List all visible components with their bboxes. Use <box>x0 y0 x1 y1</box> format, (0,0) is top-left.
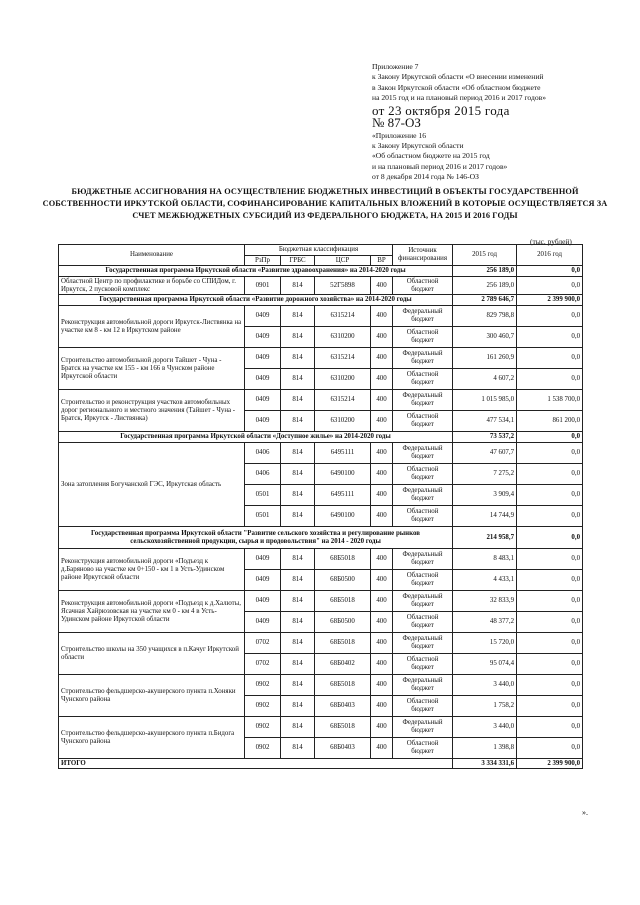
cell-2016: 0,0 <box>517 654 583 675</box>
col-header-2016: 2016 год <box>517 245 583 266</box>
cell-2015: 3 440,0 <box>453 675 517 696</box>
cell-2016: 0,0 <box>517 549 583 570</box>
cell-2016: 0,0 <box>517 696 583 717</box>
cell-rzpr: 0409 <box>245 570 281 591</box>
cell-csr: 68Б5018 <box>315 549 371 570</box>
cell-grbs: 814 <box>281 411 315 432</box>
table-row <box>59 633 583 654</box>
cell-grbs: 814 <box>281 633 315 654</box>
cell-csr: 68Б0500 <box>315 612 371 633</box>
cell-2016: 0,0 <box>517 277 583 295</box>
cell-2016: 0,0 <box>517 612 583 633</box>
header-line: Приложение 7 <box>372 62 419 71</box>
program-total-2016: 0,0 <box>517 432 583 443</box>
cell-source: Федеральный бюджет <box>393 591 453 612</box>
total-row <box>59 759 583 769</box>
law-number: № 87-ОЗ <box>372 114 421 130</box>
cell-source: Областной бюджет <box>393 612 453 633</box>
cell-grbs: 814 <box>281 675 315 696</box>
cell-2015: 48 377,2 <box>453 612 517 633</box>
object-name: Областной Центр по профилактике и борьбе со СПИДом, г. Иркутск, 2 пусковой комплекс <box>59 277 245 295</box>
cell-2016: 0,0 <box>517 327 583 348</box>
cell-rzpr: 0409 <box>245 549 281 570</box>
cell-2015: 1 758,2 <box>453 696 517 717</box>
cell-2016: 0,0 <box>517 464 583 485</box>
object-name: Строительство школы на 350 учащихся в п.Качуг Иркутской области <box>59 633 245 675</box>
cell-rzpr: 0902 <box>245 738 281 759</box>
cell-source: Федеральный бюджет <box>393 485 453 506</box>
cell-grbs: 814 <box>281 654 315 675</box>
cell-2016: 0,0 <box>517 717 583 738</box>
object-name: Реконструкция автомобильной дороги «Подъезд к д.Халюты, Ясачная Хайрюзовская на участке км 0 - км 4 в Усть-Удинском районе Иркутской области <box>59 591 245 633</box>
cell-vr: 400 <box>371 654 393 675</box>
cell-csr: 68Б5018 <box>315 675 371 696</box>
program-total-2015: 2 789 646,7 <box>453 295 517 306</box>
cell-csr: 6490100 <box>315 464 371 485</box>
cell-csr: 52Г5898 <box>315 277 371 295</box>
cell-source: Федеральный бюджет <box>393 306 453 327</box>
cell-2016: 1 538 700,0 <box>517 390 583 411</box>
cell-source: Областной бюджет <box>393 738 453 759</box>
cell-grbs: 814 <box>281 591 315 612</box>
cell-csr: 6495111 <box>315 485 371 506</box>
cell-grbs: 814 <box>281 464 315 485</box>
cell-2015: 829 798,8 <box>453 306 517 327</box>
cell-2016: 0,0 <box>517 443 583 464</box>
cell-2016: 0,0 <box>517 306 583 327</box>
cell-rzpr: 0409 <box>245 612 281 633</box>
cell-2015: 14 744,9 <box>453 506 517 527</box>
cell-2016: 0,0 <box>517 633 583 654</box>
cell-rzpr: 0409 <box>245 348 281 369</box>
cell-csr: 68Б0402 <box>315 654 371 675</box>
cell-csr: 6315214 <box>315 390 371 411</box>
cell-csr: 6495111 <box>315 443 371 464</box>
cell-rzpr: 0902 <box>245 717 281 738</box>
cell-2015: 3 440,0 <box>453 717 517 738</box>
cell-2015: 47 607,7 <box>453 443 517 464</box>
program-total-2016: 0,0 <box>517 527 583 549</box>
cell-source: Областной бюджет <box>393 696 453 717</box>
object-name: Реконструкция автомобильной дороги «Подъезд к д.Баряново на участке км 0+150 - км 1 в Усть-Удинском районе Иркутской области <box>59 549 245 591</box>
total-label: ИТОГО <box>59 759 453 769</box>
cell-2016: 0,0 <box>517 591 583 612</box>
program-total-2016: 0,0 <box>517 266 583 277</box>
cell-csr: 6310200 <box>315 369 371 390</box>
table-row <box>59 717 583 738</box>
cell-vr: 400 <box>371 306 393 327</box>
cell-grbs: 814 <box>281 485 315 506</box>
col-header-2015: 2015 год <box>453 245 517 266</box>
object-name: Строительство автомобильной дороги Тайшет - Чуна - Братск на участке км 155 - км 166 в Чунском районе Иркутской области <box>59 348 245 390</box>
cell-vr: 400 <box>371 675 393 696</box>
col-header-csr: ЦСР <box>315 256 371 266</box>
program-total-2015: 73 537,2 <box>453 432 517 443</box>
cell-2015: 477 534,1 <box>453 411 517 432</box>
cell-grbs: 814 <box>281 277 315 295</box>
program-title: Государственная программа Иркутской области «Развитие дорожного хозяйства» на 2014-2020 годы <box>59 295 453 306</box>
cell-vr: 400 <box>371 485 393 506</box>
cell-source: Областной бюджет <box>393 411 453 432</box>
table-row <box>59 348 583 369</box>
cell-csr: 68Б5018 <box>315 591 371 612</box>
cell-2015: 1 398,8 <box>453 738 517 759</box>
cell-2015: 7 275,2 <box>453 464 517 485</box>
cell-source: Федеральный бюджет <box>393 443 453 464</box>
cell-2016: 0,0 <box>517 369 583 390</box>
cell-vr: 400 <box>371 348 393 369</box>
cell-vr: 400 <box>371 464 393 485</box>
cell-2015: 32 833,9 <box>453 591 517 612</box>
object-name: Зона затопления Богучанской ГЭС, Иркутская область <box>59 443 245 527</box>
table-row <box>59 390 583 411</box>
cell-2016: 0,0 <box>517 738 583 759</box>
program-row <box>59 527 583 549</box>
cell-grbs: 814 <box>281 369 315 390</box>
object-name: Строительство и реконструкция участков автомобильных дорог регионального и местного значения (Тайшет - Чуна - Братск, Иркутск - Листвянка) <box>59 390 245 432</box>
cell-rzpr: 0702 <box>245 654 281 675</box>
cell-2015: 1 015 985,0 <box>453 390 517 411</box>
col-header-vr: ВР <box>371 256 393 266</box>
cell-csr: 68Б5018 <box>315 717 371 738</box>
cell-source: Федеральный бюджет <box>393 675 453 696</box>
header-line: на 2015 год и на плановый период 2016 и 2017 годов» <box>372 93 547 103</box>
closing-quote: ». <box>582 808 588 817</box>
cell-rzpr: 0406 <box>245 443 281 464</box>
cell-vr: 400 <box>371 549 393 570</box>
cell-source: Областной бюджет <box>393 369 453 390</box>
cell-source: Областной бюджет <box>393 506 453 527</box>
cell-source: Областной бюджет <box>393 570 453 591</box>
cell-rzpr: 0501 <box>245 506 281 527</box>
cell-2016: 0,0 <box>517 485 583 506</box>
cell-csr: 6490100 <box>315 506 371 527</box>
cell-vr: 400 <box>371 277 393 295</box>
cell-rzpr: 0409 <box>245 390 281 411</box>
cell-rzpr: 0902 <box>245 675 281 696</box>
cell-csr: 68Б0403 <box>315 738 371 759</box>
cell-vr: 400 <box>371 390 393 411</box>
cell-vr: 400 <box>371 738 393 759</box>
col-header-grbs: ГРБС <box>281 256 315 266</box>
cell-rzpr: 0409 <box>245 327 281 348</box>
units-label: (тыс. рублей) <box>530 237 572 246</box>
total-2016: 2 399 900,0 <box>517 759 583 769</box>
col-header-classification: Бюджетная классификация <box>245 245 393 256</box>
cell-rzpr: 0702 <box>245 633 281 654</box>
cell-2015: 15 720,0 <box>453 633 517 654</box>
cell-2015: 4 607,2 <box>453 369 517 390</box>
cell-grbs: 814 <box>281 306 315 327</box>
cell-csr: 68Б5018 <box>315 633 371 654</box>
amend-line: «Приложение 16 <box>372 130 427 140</box>
cell-source: Федеральный бюджет <box>393 348 453 369</box>
law-date: от 23 октября 2015 года <box>372 102 510 118</box>
table-row <box>59 675 583 696</box>
cell-csr: 6310200 <box>315 327 371 348</box>
cell-grbs: 814 <box>281 327 315 348</box>
cell-vr: 400 <box>371 411 393 432</box>
program-total-2015: 214 958,7 <box>453 527 517 549</box>
cell-grbs: 814 <box>281 443 315 464</box>
cell-grbs: 814 <box>281 549 315 570</box>
col-header-rzpr: РзПр <box>245 256 281 266</box>
table-row <box>59 443 583 464</box>
table-row <box>59 306 583 327</box>
cell-rzpr: 0409 <box>245 591 281 612</box>
table-row <box>59 277 583 295</box>
cell-source: Федеральный бюджет <box>393 633 453 654</box>
cell-grbs: 814 <box>281 612 315 633</box>
program-total-2015: 256 189,0 <box>453 266 517 277</box>
program-title: Государственная программа Иркутской области «Развитие здравоохранения» на 2014-2020 годы <box>59 266 453 277</box>
cell-source: Областной бюджет <box>393 464 453 485</box>
cell-2015: 4 433,1 <box>453 570 517 591</box>
cell-csr: 6315214 <box>315 306 371 327</box>
cell-2016: 861 200,0 <box>517 411 583 432</box>
cell-rzpr: 0406 <box>245 464 281 485</box>
cell-rzpr: 0902 <box>245 696 281 717</box>
cell-csr: 6315214 <box>315 348 371 369</box>
cell-2016: 0,0 <box>517 675 583 696</box>
cell-rzpr: 0901 <box>245 277 281 295</box>
cell-rzpr: 0409 <box>245 369 281 390</box>
cell-vr: 400 <box>371 696 393 717</box>
cell-2016: 0,0 <box>517 348 583 369</box>
cell-2016: 0,0 <box>517 506 583 527</box>
cell-vr: 400 <box>371 506 393 527</box>
cell-2016: 0,0 <box>517 570 583 591</box>
document-header <box>372 62 546 183</box>
cell-vr: 400 <box>371 369 393 390</box>
cell-csr: 68Б0500 <box>315 570 371 591</box>
total-2015: 3 334 331,6 <box>453 759 517 769</box>
cell-csr: 6310200 <box>315 411 371 432</box>
cell-vr: 400 <box>371 570 393 591</box>
cell-vr: 400 <box>371 612 393 633</box>
cell-grbs: 814 <box>281 506 315 527</box>
header-line: в Закон Иркутской области «Об областном бюджете <box>372 82 541 92</box>
budget-table <box>58 244 583 769</box>
cell-rzpr: 0409 <box>245 306 281 327</box>
col-header-source: Источник финансирования <box>393 245 453 266</box>
cell-rzpr: 0409 <box>245 411 281 432</box>
cell-source: Федеральный бюджет <box>393 549 453 570</box>
amend-line: «Об областном бюджете на 2015 год <box>372 151 490 161</box>
cell-2015: 8 483,1 <box>453 549 517 570</box>
cell-vr: 400 <box>371 717 393 738</box>
cell-2015: 3 909,4 <box>453 485 517 506</box>
cell-rzpr: 0501 <box>245 485 281 506</box>
cell-csr: 68Б0403 <box>315 696 371 717</box>
cell-vr: 400 <box>371 327 393 348</box>
cell-grbs: 814 <box>281 738 315 759</box>
program-row <box>59 295 583 306</box>
cell-source: Областной бюджет <box>393 277 453 295</box>
cell-vr: 400 <box>371 443 393 464</box>
cell-2015: 161 260,9 <box>453 348 517 369</box>
table-row <box>59 549 583 570</box>
amend-line: и на плановый период 2016 и 2017 годов» <box>372 161 508 171</box>
cell-2015: 300 460,7 <box>453 327 517 348</box>
cell-grbs: 814 <box>281 348 315 369</box>
table-row <box>59 591 583 612</box>
col-header-name: Наименование <box>59 245 245 266</box>
program-title: Государственная программа Иркутской области "Развитие сельского хозяйства и регулирование рынков сельскохозяйственной продукции, сырья и продовольствия" на 2014 - 2020 годы <box>59 527 453 549</box>
object-name: Реконструкция автомобильной дороги Иркутск-Листвянка на участке км 8 - км 12 в Иркутском районе <box>59 306 245 348</box>
cell-grbs: 814 <box>281 390 315 411</box>
program-row <box>59 432 583 443</box>
header-line: к Закону Иркутской области «О внесении изменений <box>372 72 544 82</box>
cell-source: Федеральный бюджет <box>393 390 453 411</box>
cell-grbs: 814 <box>281 696 315 717</box>
cell-source: Областной бюджет <box>393 654 453 675</box>
amend-line: от 8 декабря 2014 года № 146-ОЗ <box>372 172 479 182</box>
cell-2015: 256 189,0 <box>453 277 517 295</box>
object-name: Строительство фельдшерско-акушерского пункта п.Бидога Чунского района <box>59 717 245 759</box>
amend-line: к Закону Иркутской области <box>372 141 464 151</box>
cell-grbs: 814 <box>281 717 315 738</box>
cell-grbs: 814 <box>281 570 315 591</box>
program-row <box>59 266 583 277</box>
program-total-2016: 2 399 900,0 <box>517 295 583 306</box>
cell-source: Областной бюджет <box>393 327 453 348</box>
cell-source: Федеральный бюджет <box>393 717 453 738</box>
cell-vr: 400 <box>371 633 393 654</box>
cell-vr: 400 <box>371 591 393 612</box>
object-name: Строительство фельдшерско-акушерского пункта п.Хоняки Чунского района <box>59 675 245 717</box>
cell-2015: 95 074,4 <box>453 654 517 675</box>
program-title: Государственная программа Иркутской области «Доступное жилье» на 2014-2020 годы <box>59 432 453 443</box>
document-title: БЮДЖЕТНЫЕ АССИГНОВАНИЯ НА ОСУЩЕСТВЛЕНИЕ БЮДЖЕТНЫХ ИНВЕСТИЦИЙ В ОБЪЕКТЫ ГОСУДАРСТВЕННОЙ СОБСТВЕННОСТИ ИРКУТСКОЙ ОБЛАСТИ, СОФИНАНСИРОВАНИЕ КАПИТАЛЬНЫХ ВЛОЖЕНИЙ В КОТОРЫЕ ОСУЩЕСТВЛЯЕТСЯ ЗА СЧЕТ МЕЖБЮДЖЕТНЫХ СУБСИДИЙ ИЗ ФЕДЕРАЛЬНОГО БЮДЖЕТА, НА 2015 И 2016 ГОДЫ <box>42 187 608 220</box>
